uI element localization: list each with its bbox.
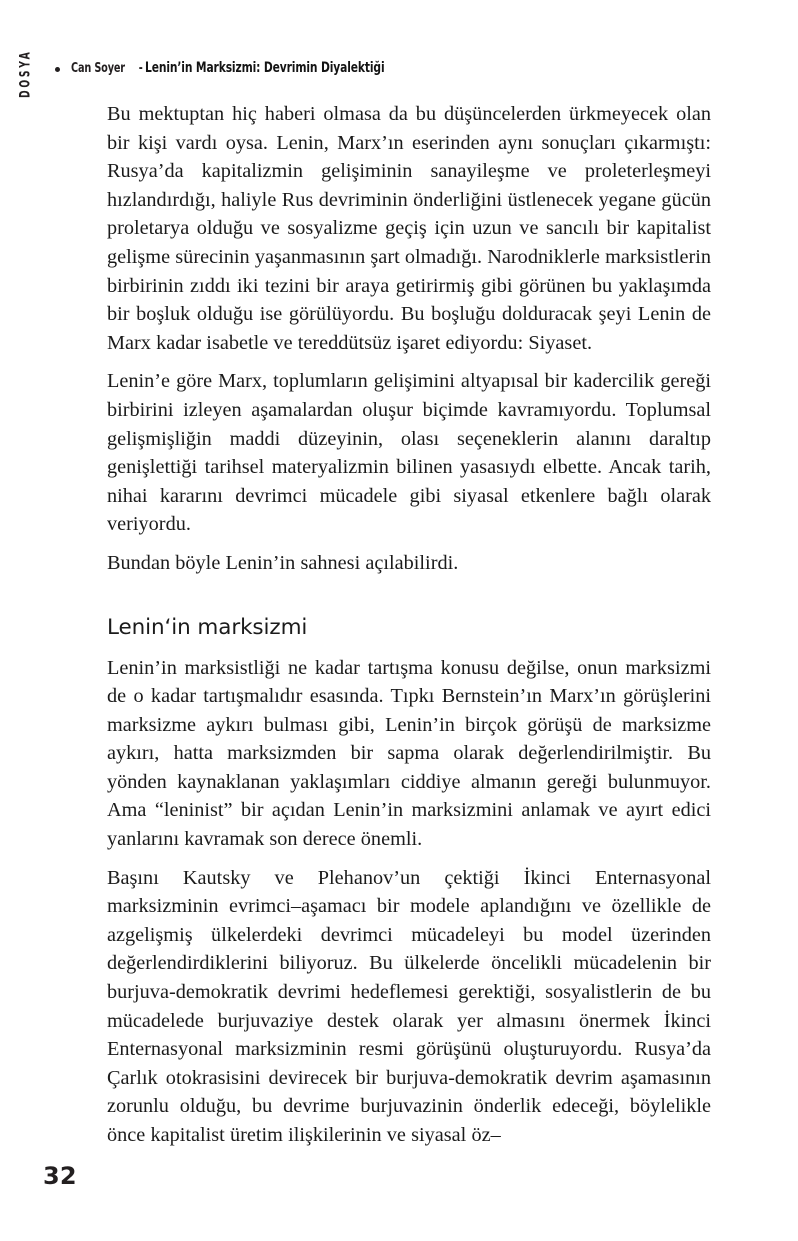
section-tab-label: DOSYA <box>16 49 34 98</box>
paragraph: Başını Kautsky ve Plehanov’un çektiği İkinci Enternasyonal marksizminin evrimci–aşamacı bir modele aplandığını ve özellikle de azgelişmiş ülkelerdeki devrimci mücadeleyi bu model üzerinden değerlendirdiklerini biliyoruz. Bu ülkelerde öncelikli mücadelenin bir burjuva-demokratik devrimi hedeflemesi gerektiği, sosyalistlerin de bu mücadelede burjuvaziye destek olarak yer almasını önermek İkinci Enternasyonal marksizminin resmi görüşünü oluşturuyordu. Rusya’da Çarlık otokrasisini devirecek bir burjuva-demokratik devrim aşamasının zorunlu olduğu, bu devrime burjuvazinin önderlik edeceği, böylelikle önce kapitalist üretim ilişkilerinin ve siyasal öz– <box>107 866 711 1146</box>
running-head-title: Lenin’in Marksizmi: Devrimin Diyalektiği <box>145 60 385 76</box>
bullet-icon <box>55 67 60 72</box>
paragraph-spacer <box>107 857 711 864</box>
paragraph-spacer <box>107 542 711 549</box>
paragraph: Bu mektuptan hiç haberi olmasa da bu düşüncelerden ürkmeyecek olan bir kişi vardı oysa. Lenin, Marx’ın eserinden aynı sonuçları çıkarmıştı: Rusya’da kapitalizmin gelişiminin sanayileşme ve proleterleşmeyi hızlandırdığı, haliyle Rus devriminin önderliğini üstlenecek yegane gücün proletarya olduğu ve sosyalizme geçiş için uzun ve sancılı bir kapitalist gelişme sürecinin yaşanmasının şart olmadığı. Narodniklerle marksistlerin birbirinin zıddı iki tezini bir araya getirirmiş gibi görünen bu yaklaşımda bir boşluk olduğu ise görülüyordu. Bu boşluğu dolduracak şeyi Lenin de Marx kadar isabetle ve tereddütsüz işaret ediyordu: Siyaset. <box>107 103 711 354</box>
running-head-author: Can Soyer <box>71 60 125 76</box>
section-subheading: Lenin‘in marksizmi <box>107 614 308 640</box>
page-number: 32 <box>43 1162 77 1190</box>
paragraph-spacer <box>107 360 711 367</box>
paragraph: Lenin’in marksistliği ne kadar tartışma konusu değilse, onun marksizmi de o kadar tartışmalıdır esasında. Tıpkı Bernstein’ın Marx’ın görüşlerini marksizme aykırı bulması gibi, Lenin’in birçok görüşü de marksizme aykırı, hatta marksizmden bir sapma olarak değerlendirilmiştir. Bu yönden kaynaklanan yaklaşımları ciddiye almanın gereği bulunmuyor. Ama “leninist” bir açıdan Lenin’in marksizmini anlamak ve ayırt edici yanlarını kavramak son derece önemli. <box>107 656 711 851</box>
paragraph: Bundan böyle Lenin’in sahnesi açılabilirdi. <box>107 551 459 574</box>
section-tab <box>12 28 38 98</box>
running-head <box>55 60 438 76</box>
text-column <box>107 100 711 1150</box>
running-head-separator: - <box>139 60 144 76</box>
paragraph: Lenin’e göre Marx, toplumların gelişimini altyapısal bir kadercilik gereği birbirini izleyen aşamalardan oluşur biçimde kavramıyordu. Toplumsal gelişmişliğin maddi düzeyinin, olası seçeneklerin alanını daraltıp genişlettiği tarihsel materyalizmin bilinen yasasıydı elbette. Ancak tarih, nihai kararını devrimci mücadele gibi siyasal etkenlere bağlı olarak veriyordu. <box>107 370 711 536</box>
